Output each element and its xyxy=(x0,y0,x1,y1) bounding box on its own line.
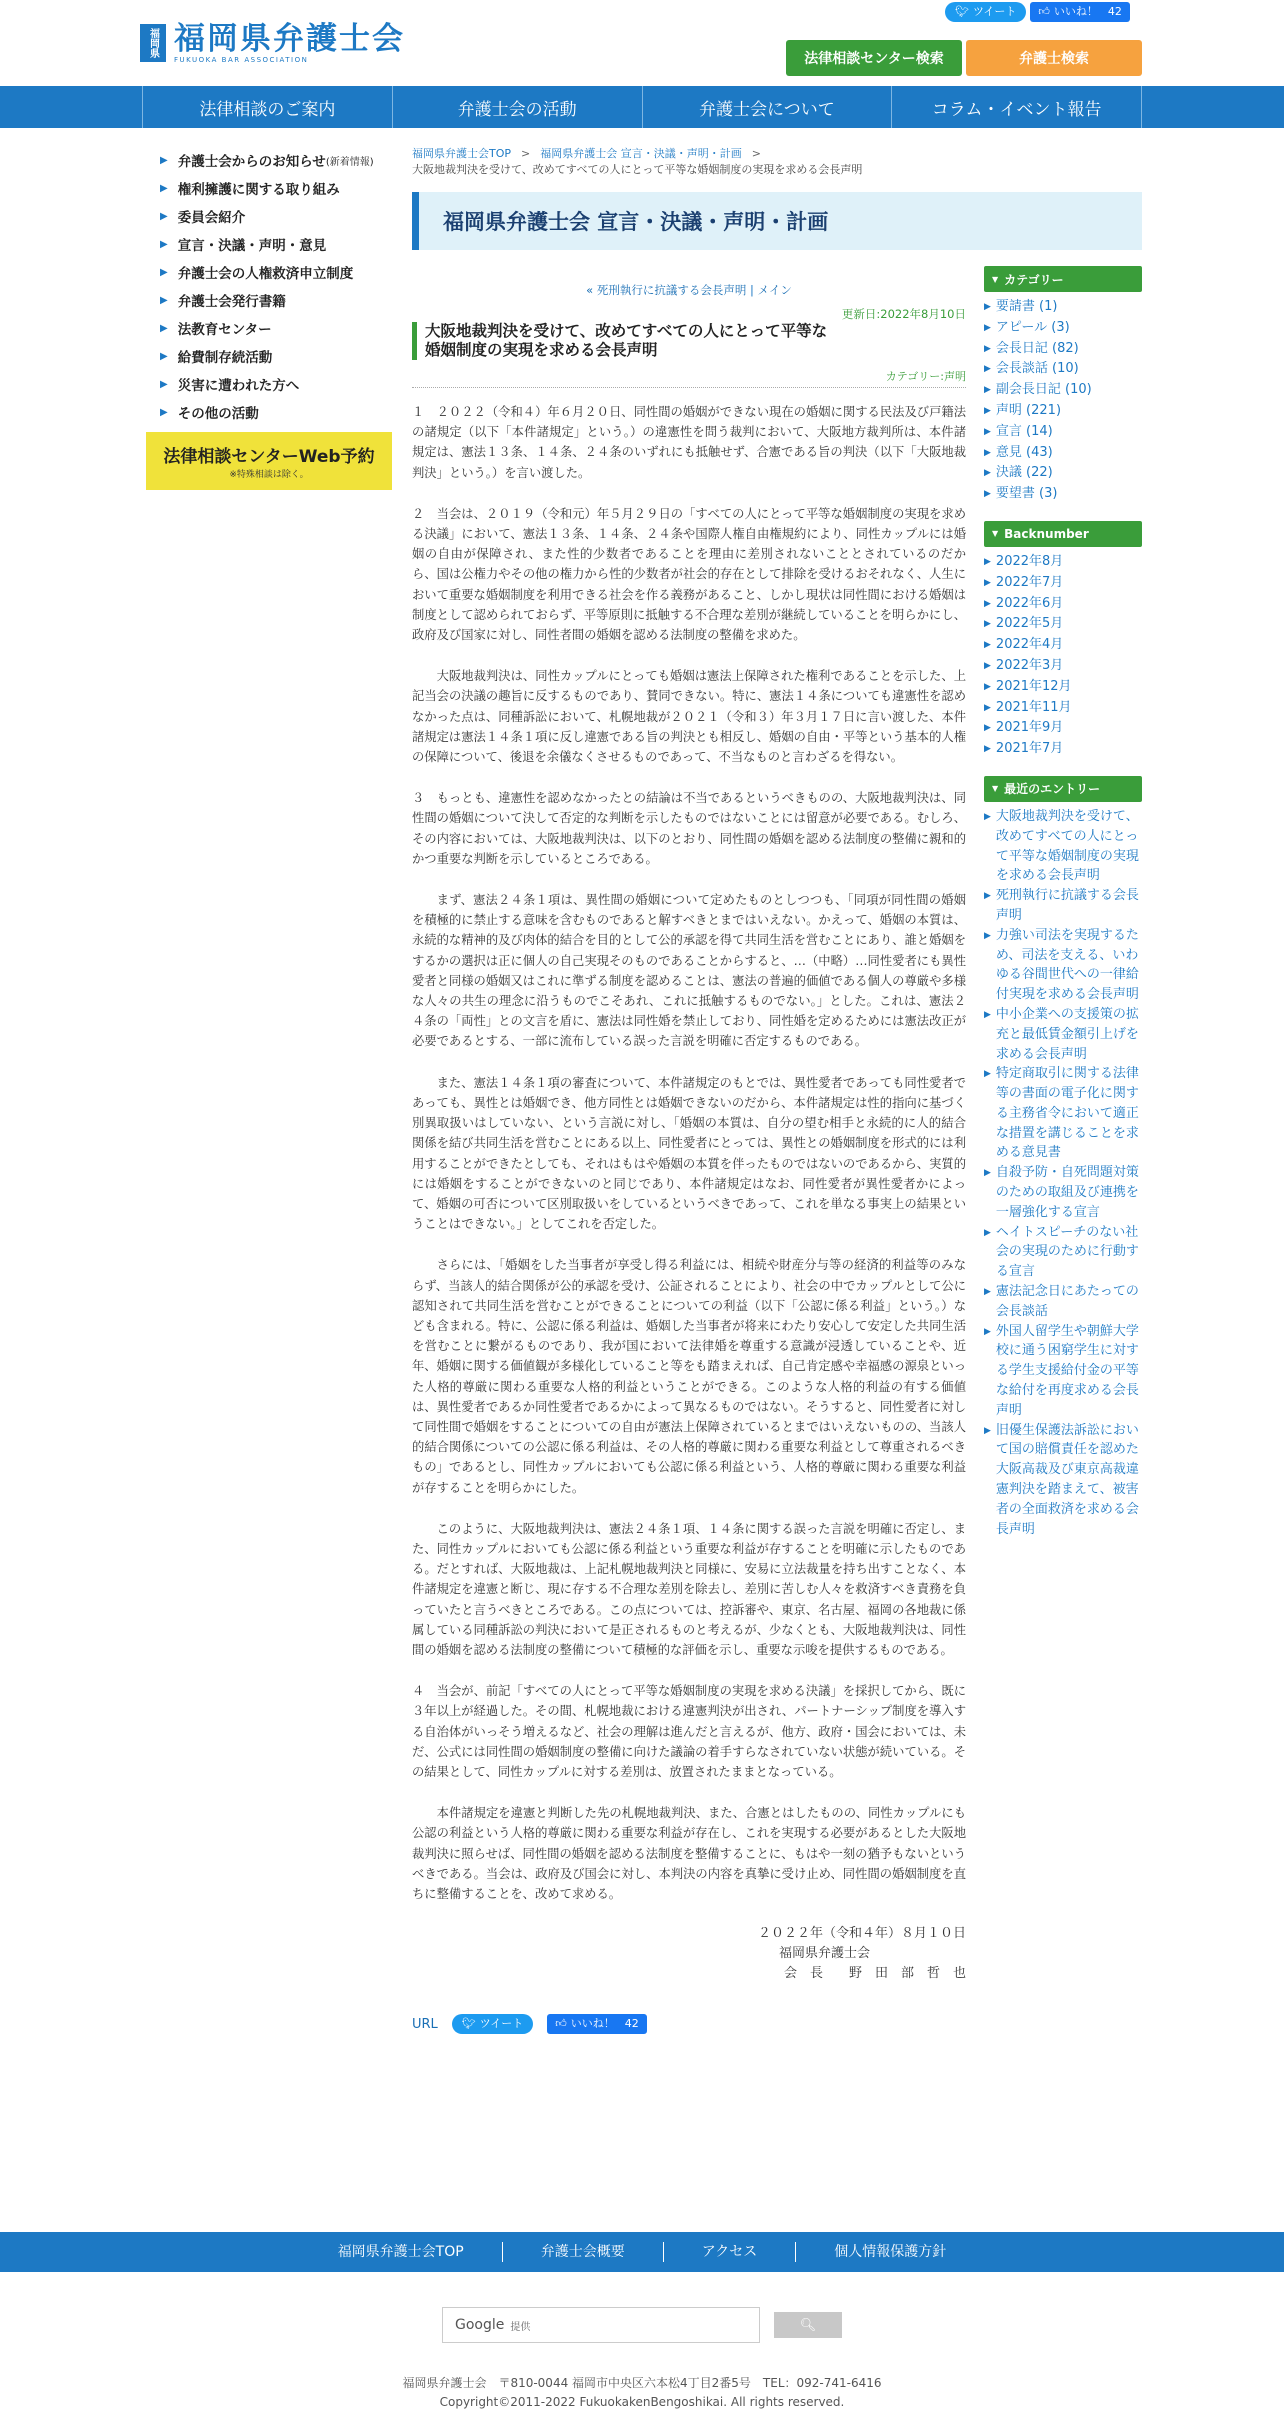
category-link-label: 声明 (221) xyxy=(995,402,1062,418)
category-heading xyxy=(984,266,1142,292)
category-link-label: 会長日記 (82) xyxy=(995,340,1079,356)
backnumber-list xyxy=(984,552,1142,760)
backnumber-link[interactable] xyxy=(984,552,1142,573)
post-date: 更新日:2022年8月10日 xyxy=(841,307,966,321)
arrow-right-icon: ▶ xyxy=(984,447,991,458)
category-link-label: アピール (3) xyxy=(995,319,1070,335)
arrow-right-icon: ▶ xyxy=(984,681,991,692)
signature-date: ２０２２年（令和４年）８月１０日 xyxy=(757,1926,966,1942)
like-label: いいね！ xyxy=(1053,5,1098,18)
right-sidebar xyxy=(984,266,1142,1555)
sidebar-item-other[interactable] xyxy=(146,398,392,426)
sidebar-item-stipend[interactable] xyxy=(146,342,392,370)
social-buttons-top xyxy=(945,2,1130,22)
sidebar-item-label: 災害に遭われた方へ xyxy=(177,378,300,394)
logo-name: 福岡県弁護士会 xyxy=(174,21,405,57)
arrow-right-icon: ▶ xyxy=(984,405,991,416)
search-brand: Google xyxy=(455,2317,505,2333)
arrow-right-icon: ▶ xyxy=(160,238,168,250)
main-link[interactable]: メイン xyxy=(757,283,792,297)
like-button-bottom[interactable] xyxy=(547,2014,647,2034)
arrow-right-icon: ▶ xyxy=(160,322,168,334)
arrow-right-icon: ▶ xyxy=(160,378,168,390)
recent-entry-link-label: 自殺予防・自死問題対策のための取組及び連携を一層強化する宣言 xyxy=(995,1165,1139,1220)
category-link[interactable] xyxy=(984,359,1142,380)
backnumber-link[interactable] xyxy=(984,573,1142,594)
site-header xyxy=(0,0,1284,86)
triangle-down-icon: ▼ xyxy=(992,529,999,539)
arrow-right-icon: ▶ xyxy=(160,154,168,166)
article xyxy=(412,282,966,2034)
backnumber-link[interactable] xyxy=(984,594,1142,615)
arrow-right-icon: ▶ xyxy=(984,489,991,500)
category-link-label: 要請書 (1) xyxy=(995,299,1058,314)
recent-entry-link-label: 特定商取引に関する法律等の書面の電子化に関する主務省令において適正な措置を講じることを求める意見書 xyxy=(995,1066,1139,1161)
sidebar-item-label: 権利擁護に関する取り組み xyxy=(177,182,340,198)
post-body xyxy=(412,402,966,1904)
post-category[interactable]: カテゴリー:声明 xyxy=(412,368,966,388)
category-link[interactable] xyxy=(984,401,1142,422)
category-link[interactable] xyxy=(984,380,1142,401)
recent-entry-link-label: 力強い司法を実現するため、司法を支える、いわゆる谷間世代への一律給付実現を求める会長声明 xyxy=(995,927,1139,1003)
breadcrumb-section-link[interactable]: 福岡県弁護士会 宣言・決議・声明・計画 xyxy=(540,147,742,160)
like-label: いいね！ xyxy=(570,2017,615,2031)
sidebar-item-label: 委員会紹介 xyxy=(177,210,246,226)
site-logo[interactable] xyxy=(140,22,405,64)
twitter-bird-icon: 🐦︎ xyxy=(955,5,969,18)
sidebar-item-law-education[interactable] xyxy=(146,314,392,342)
recent-entry-link-label: 外国人留学生や朝鮮大学校に通う困窮学生に対する学生支援給付金の平等な給付を再度求める会長声明 xyxy=(995,1323,1139,1418)
web-reservation-title: 法律相談センターWeb予約 xyxy=(163,447,375,467)
thumbs-up-icon: 👍︎ xyxy=(1038,5,1050,18)
logo-mark: 福岡県 xyxy=(140,24,166,62)
category-link-label: 会長談話 (10) xyxy=(995,361,1079,377)
triangle-down-icon: ▼ xyxy=(992,784,999,794)
arrow-right-icon: ▶ xyxy=(984,426,991,437)
post-paragraph: ４ 当会が、前記「すべての人にとって平等な婚姻制度の実現を求める決議」を採択してから、既に３年以上が経過した。その間、札幌地裁における違憲判決が出され、パートナーシップ制度を導入する自治体がいっそう増えるなど、社会の理解は進んだと言えるが、他方、政府・国会においては、未だ、公式には同性間の婚姻制度の整備に向けた議論の着手すらなされていない状態が続いている。その結果として、同性カップルに対する差別は、放置されたままとなっている。 xyxy=(412,1684,966,1779)
arrow-right-icon: ▶ xyxy=(984,598,991,609)
backnumber-link[interactable] xyxy=(984,635,1142,656)
arrow-right-icon: ▶ xyxy=(984,1009,991,1020)
recent-entry-link[interactable] xyxy=(984,1282,1142,1322)
site-search xyxy=(442,2307,842,2343)
sidebar-item-label: 弁護士会発行書籍 xyxy=(177,294,286,310)
backnumber-link-label: 2022年5月 xyxy=(995,616,1064,632)
sidebar-item-label: 弁護士会の人権救済申立制度 xyxy=(177,266,354,282)
arrow-right-icon: ▶ xyxy=(984,302,991,312)
arrow-right-icon: ▶ xyxy=(984,660,991,671)
web-reservation-banner[interactable] xyxy=(146,432,392,490)
recent-entry-link[interactable] xyxy=(984,1005,1142,1064)
nav-column-events[interactable]: コラム・イベント報告 xyxy=(892,86,1142,128)
arrow-right-icon: ▶ xyxy=(984,556,991,567)
share-bar xyxy=(412,2014,966,2034)
triangle-down-icon: ▼ xyxy=(992,274,999,284)
nav-activities[interactable]: 弁護士会の活動 xyxy=(393,86,643,128)
recent-entry-link[interactable] xyxy=(984,807,1142,886)
category-link[interactable] xyxy=(984,463,1142,484)
breadcrumb-top-link[interactable]: 福岡県弁護士会TOP xyxy=(412,147,512,160)
sidebar-item-disaster[interactable] xyxy=(146,370,392,398)
like-count: 42 xyxy=(624,2017,639,2031)
search-provided-label: 提供 xyxy=(510,2321,531,2333)
footer-link-access[interactable]: アクセス xyxy=(664,2242,797,2262)
recent-entry-link[interactable] xyxy=(984,1163,1142,1222)
category-heading-label: カテゴリー xyxy=(1004,272,1064,287)
arrow-right-icon: ▶ xyxy=(160,406,168,418)
post-paragraph: １ ２０２２（令和４）年６月２０日、同性間の婚姻ができない現在の婚姻に関する民法及び戸籍法の諸規定（以下「本件諸規定」という。）の違憲性を問う裁判において、大阪地方裁判所は、本件諸規定は、憲法１３条、１４条、２４条のいずれにも抵触せず、合憲である旨の判決（以下「大阪地裁判決」という。）を言い渡した。 xyxy=(412,405,966,480)
twitter-bird-icon: 🐦︎ xyxy=(461,2017,476,2031)
tweet-button-bottom[interactable] xyxy=(452,2014,533,2034)
like-count: 42 xyxy=(1107,5,1122,18)
backnumber-link[interactable] xyxy=(984,698,1142,719)
footer-link-overview[interactable]: 弁護士会概要 xyxy=(503,2242,664,2262)
recent-entry-link-label: 旧優生保護法訴訟において国の賠償責任を認めた大阪高裁及び東京高裁違憲判決を踏まえて、被害者の全面救済を求める会長声明 xyxy=(995,1422,1139,1537)
sidebar-item-books[interactable] xyxy=(146,286,392,314)
global-nav xyxy=(0,86,1284,128)
category-link[interactable] xyxy=(984,443,1142,464)
backnumber-heading xyxy=(984,521,1142,547)
breadcrumb-separator: > xyxy=(521,147,531,160)
arrow-right-icon: ▶ xyxy=(984,343,991,354)
web-reservation-note: ※特殊相談は除く。 xyxy=(229,470,309,480)
url-link[interactable]: URL xyxy=(412,2016,438,2032)
recent-entry-link-label: 憲法記念日にあたっての会長談話 xyxy=(995,1284,1139,1319)
recent-entry-link-label: 死刑執行に抗議する会長声明 xyxy=(995,888,1139,923)
backnumber-link[interactable] xyxy=(984,739,1142,760)
backnumber-link-label: 2022年6月 xyxy=(995,595,1064,611)
post-title: 大阪地裁判決を受けて、改めてすべての人にとって平等な婚姻制度の実現を求める会長声明 xyxy=(412,322,842,360)
arrow-right-icon: ▶ xyxy=(160,350,168,362)
arrow-right-icon: ▶ xyxy=(984,364,991,375)
recent-entry-link[interactable] xyxy=(984,886,1142,926)
backnumber-link-label: 2022年8月 xyxy=(995,553,1064,569)
recent-entry-link[interactable] xyxy=(984,1223,1142,1282)
arrow-right-icon: ▶ xyxy=(984,619,991,630)
global-nav-items xyxy=(142,86,1142,128)
category-link[interactable] xyxy=(984,339,1142,360)
category-link-label: 意見 (43) xyxy=(995,444,1053,460)
search-icon: 🔍︎ xyxy=(799,2317,817,2333)
backnumber-link-label: 2022年7月 xyxy=(995,574,1064,590)
arrow-right-icon: ▶ xyxy=(984,1326,991,1337)
logo-subtitle: FUKUOKA BAR ASSOCIATION xyxy=(174,56,309,64)
arrow-right-icon: ▶ xyxy=(984,811,991,822)
category-link-label: 宣言 (14) xyxy=(995,423,1053,439)
entry-nav-separator: | xyxy=(746,283,758,297)
arrow-right-icon: ▶ xyxy=(984,702,991,713)
arrow-right-icon: ▶ xyxy=(984,640,991,651)
arrow-right-icon: ▶ xyxy=(984,1287,991,1298)
recent-entries-heading xyxy=(984,776,1142,802)
post-paragraph: さらには、「婚姻をした当事者が享受し得る利益には、相続や財産分与等の経済的利益等のみならず、当該人的結合関係が公的承認を受け、公証されることにより、社会の中でカップルとして公に認知されて共同生活を営むことができることについての利益（以下「公認に係る利益」という。）なども含まれる。特に、公認に係る利益は、婚姻した当事者が将来にわたり安心して安定した共同生活を営むことに繋がるものであり、我が国において法律婚を尊重する意識が浸透していることや、近年、婚姻に関する価値観が多様化していること等をも踏まえれば、自己肯定感や幸福感の源泉といった人格的尊厳に関わる重要な人格的利益ということができる。このような人格的利益の有する価値は、異性愛者であるか同性愛者であるかによって異なるものではない。そうすると、同性愛者に対して同性間で婚姻をすることについての自由が憲法上保障されているとまではいえないものの、当該人的結合関係についての公認に係る利益は、その人格的尊厳に関わる重要な利益として尊重されるべきもの」であるとし、同性カップルにおいても公認に係る利益という、人格的尊厳に関わる重要な利益が存することを明らかにした。 xyxy=(412,1258,966,1495)
sidebar-item-label: その他の活動 xyxy=(177,406,259,422)
arrow-right-icon: ▶ xyxy=(160,266,168,278)
backnumber-link-label: 2021年11月 xyxy=(995,699,1072,715)
recent-entry-link[interactable] xyxy=(984,1064,1142,1163)
category-link-label: 副会長日記 (10) xyxy=(995,382,1092,398)
post-paragraph: 本件諸規定を違憲と判断した先の札幌地裁判決、また、合憲とはしたものの、同性カップルにも公認の利益という人格的尊厳に関わる重要な利益が存在し、これを実現する必要があるとした大阪地裁判決に照らせば、同性間の婚姻を認める法制度を整備することに、もはや一刻の猶予もないというべきである。当会は、政府及び国会に対し、本判決の内容を真摯に受け止め、同性間の婚姻制度を直ちに整備することを、改めて求める。 xyxy=(412,1806,966,1901)
arrow-right-icon: ▶ xyxy=(984,1227,991,1238)
entry-navigation xyxy=(412,282,966,298)
post-paragraph: このように、大阪地裁判決は、憲法２４条１項、１４条に関する誤った言説を明確に否定し、また、同性カップルにおいても公認に係る利益という重要な利益が存することを明確に示したものである。だとすれば、大阪地裁は、上記札幌地裁判決と同様に、安易に立法裁量を持ち出すことなく、本件諸規定を違憲と断じ、現に存する不合理な差別を除去し、差別に苦しむ人々を救済すべき責務を負っていたと言うべきところである。この点については、控訴審や、東京、名古屋、福岡の各地裁に係属している同種訴訟の判決において是正されるものと考えるが、少なくとも、大阪地裁判決は、同性間の婚姻を認める法制度の整備について積極的な評価を示し、重要な示唆を提供するものである。 xyxy=(412,1521,966,1657)
recent-entry-link-label: ヘイトスピーチのない社会の実現のために行動する宣言 xyxy=(995,1224,1139,1280)
tweet-label: ツイート xyxy=(972,5,1017,18)
footer-nav xyxy=(0,2232,1284,2272)
category-link-label: 決議 (22) xyxy=(995,465,1053,481)
arrow-right-icon: ▶ xyxy=(160,182,168,194)
sidebar-item-news[interactable] xyxy=(146,146,392,174)
recent-entry-link[interactable] xyxy=(984,926,1142,1005)
tweet-label: ツイート xyxy=(479,2017,524,2031)
recent-entry-link-label: 中小企業への支援策の拡充と最低賃金額引上げを求める会長声明 xyxy=(995,1006,1139,1062)
left-sidebar xyxy=(146,146,392,490)
backnumber-link-label: 2021年7月 xyxy=(995,741,1064,757)
arrow-right-icon: ▶ xyxy=(984,1168,991,1179)
footer-link-privacy[interactable]: 個人情報保護方針 xyxy=(834,2244,947,2260)
signature-org: 福岡県弁護士会 xyxy=(778,1946,870,1962)
arrow-right-icon: ▶ xyxy=(984,385,991,396)
backnumber-link-label: 2021年9月 xyxy=(995,720,1064,736)
arrow-right-icon: ▶ xyxy=(984,891,991,902)
sidebar-item-declarations[interactable] xyxy=(146,230,392,258)
post-paragraph: ２ 当会は、２０１９（令和元）年５月２９日の「すべての人にとって平等な婚姻制度の実現を求める決議」において、憲法１３条、１４条、２４条や国際人権自由権規約により、同性カップルには婚姻の自由が保障され、また性的少数者であることを理由に差別されないこととされているのだから、国は公権力やその他の権力から性的少数者が社会的存在として排除を受けるおそれなく、人生において重要な婚姻制度を利用できる社会を作る義務があること、しかし現状は同性間における婚姻は制度として認められておらず、平等原則に抵触する不合理な差別が継続していることを明らかにし、政府及び国家に対し、同性者間の婚姻を認める法制度の整備を求めた。 xyxy=(412,506,966,643)
nav-legal-consultation[interactable]: 法律相談のご案内 xyxy=(143,86,393,128)
footer-link-top[interactable]: 福岡県弁護士会TOP xyxy=(300,2242,503,2262)
backnumber-heading-label: Backnumber xyxy=(1004,526,1089,541)
arrow-right-icon: ▶ xyxy=(984,744,991,755)
recent-entry-link-label: 大阪地裁判決を受けて、改めてすべての人にとって平等な婚姻制度の実現を求める会長声明 xyxy=(995,808,1139,884)
backnumber-link[interactable] xyxy=(984,677,1142,698)
backnumber-link[interactable] xyxy=(984,656,1142,677)
sidebar-item-note: (新着情報) xyxy=(325,156,374,168)
arrow-right-icon: ▶ xyxy=(984,1069,991,1080)
tweet-button[interactable] xyxy=(945,2,1026,22)
arrow-right-icon: ▶ xyxy=(160,210,168,222)
breadcrumb xyxy=(412,146,1142,178)
breadcrumb-separator: > xyxy=(751,147,761,160)
recent-entry-link[interactable] xyxy=(984,1421,1142,1540)
sidebar-item-label: 法教育センター xyxy=(177,322,272,338)
sidebar-item-label: 給費制存続活動 xyxy=(177,350,273,366)
breadcrumb-current: 大阪地裁判決を受けて、改めてすべての人にとって平等な婚姻制度の実現を求める会長声明 xyxy=(412,163,863,176)
consult-center-search-button[interactable]: 法律相談センター検索 xyxy=(786,40,962,76)
sidebar-item-label: 宣言・決議・声明・意見 xyxy=(177,238,327,254)
post-signature xyxy=(412,1924,966,1984)
category-link[interactable] xyxy=(984,484,1142,505)
backnumber-link[interactable] xyxy=(984,614,1142,635)
category-link[interactable] xyxy=(984,422,1142,443)
category-list xyxy=(984,297,1142,505)
thumbs-up-icon: 👍︎ xyxy=(555,2017,567,2031)
arrow-right-icon: ▶ xyxy=(984,322,991,333)
like-button[interactable] xyxy=(1030,2,1130,22)
post-paragraph: まず、憲法２４条１項は、異性間の婚姻について定めたものとしつつも、「同項が同性間の婚姻を積極的に禁止する意味を含むものであると解すべきとまではいえない。かえって、婚姻の本質は、永続的な精神的及び肉体的結合を目的として公的承認を得て共同生活を営むことにあり、誰と婚姻をするかの選択は正に個人の自己実現そのものであることからすると、…（中略）…同性愛者にも異性愛者と同様の婚姻又はこれに準ずる制度を認めることは、憲法の普遍的価値である個人の尊厳や多様な人々の共生の理念に沿うものでこそあれ、これに抵触するものでない。」とした。これは、憲法２４条の「両性」との文言を盾に、憲法は同性婚を禁止しており、同性婚を定めるためには憲法改正が必要であるとする、一部に流布している誤った言説を明確に否定するものである。 xyxy=(412,893,966,1049)
footer-address: 福岡県弁護士会 〒810-0044 福岡市中央区六本松4丁目2番5号 TEL：092-741-6416 xyxy=(402,2376,882,2390)
backnumber-link[interactable] xyxy=(984,718,1142,739)
category-link[interactable] xyxy=(984,318,1142,339)
backnumber-link-label: 2022年4月 xyxy=(995,637,1064,653)
arrow-right-icon: ▶ xyxy=(984,723,991,734)
arrow-right-icon: ▶ xyxy=(160,294,168,306)
main-header xyxy=(412,146,1142,250)
sidebar-item-human-rights[interactable] xyxy=(146,258,392,286)
backnumber-link-label: 2021年12月 xyxy=(995,678,1072,694)
recent-entry-link[interactable] xyxy=(984,1322,1142,1421)
post-paragraph: また、憲法１４条１項の審査について、本件諸規定のもとでは、異性愛者であっても同性愛者であっても、異性とは婚姻でき、他方同性とは婚姻できないのだから、本件諸規定は性的指向に基づく別異取扱いはしていない、という言説に対し、「婚姻の本質は、自分の望む相手と永続的に人的結合関係を結び共同生活を営むことにある以上、同性愛者にとっては、異性との婚姻制度を形式的には利用することができたとしても、それはもはや婚姻の本質を伴ったものではないのであるから、実質的には婚姻をすることができないのと同じであり、本件諸規定はなお、同性愛者が異性愛者かによって、婚姻の可否について区別取扱いをしているというべきであって、これを単なる事実上の結果ということはできない。」としてこれを否定した。 xyxy=(412,1075,966,1232)
arrow-right-icon: ▶ xyxy=(984,468,991,479)
post-paragraph: ３ もっとも、違憲性を認めなかったとの結論は不当であるというべきものの、大阪地裁判決は、同性間の婚姻について決して否定的な判断を示したものではないことには留意が必要である。むしろ、その内容においては、大阪地裁判決は、以下のとおり、同性間の婚姻を認める法制度の整備に親和的かつ重要な判断を示しているところである。 xyxy=(412,791,966,866)
search-button[interactable] xyxy=(774,2312,842,2338)
arrow-right-icon: ▶ xyxy=(984,577,991,588)
page-title: 福岡県弁護士会 宣言・決議・声明・計画 xyxy=(412,192,1142,250)
footer-copyright: Copyright©2011-2022 FukuokakenBengoshikai. All rights reserved. xyxy=(439,2395,845,2409)
sidebar-item-committees[interactable] xyxy=(146,202,392,230)
category-link[interactable] xyxy=(984,297,1142,318)
nav-about[interactable]: 弁護士会について xyxy=(643,86,893,128)
prev-entry-link[interactable]: « 死刑執行に抗議する会長声明 xyxy=(586,283,747,297)
backnumber-link-label: 2022年3月 xyxy=(995,657,1064,673)
post-paragraph: 大阪地裁判決は、同性カップルにとっても婚姻は憲法上保障された権利であることを示した、上記当会の決議の趣旨に反するものであり、賛同できない。特に、憲法１４条についても違憲性を認めなかった点は、同種訴訟において、札幌地裁が２０２１（令和３）年３月１７日に言い渡した、本件諸規定は憲法１４条１項に反し違憲である旨の判決とも相反し、婚姻の自由・平等という基本的人権の保障について、後退を余儀なくさせるものであって、不当なものと言わざるを得ない。 xyxy=(412,669,966,765)
signature-president: 会 長 野 田 部 哲 也 xyxy=(783,1966,966,1982)
sidebar-item-rights[interactable] xyxy=(146,174,392,202)
category-link-label: 要望書 (3) xyxy=(995,486,1058,502)
arrow-right-icon: ▶ xyxy=(984,1425,991,1436)
logo-text xyxy=(174,22,405,64)
recent-entries-list xyxy=(984,807,1142,1539)
recent-entries-heading-label: 最近のエントリー xyxy=(1004,782,1101,797)
lawyer-search-button[interactable]: 弁護士検索 xyxy=(966,40,1142,76)
search-input[interactable] xyxy=(442,2307,760,2343)
sidebar-item-label: 弁護士会からのお知らせ xyxy=(177,154,326,170)
arrow-right-icon: ▶ xyxy=(984,930,991,941)
